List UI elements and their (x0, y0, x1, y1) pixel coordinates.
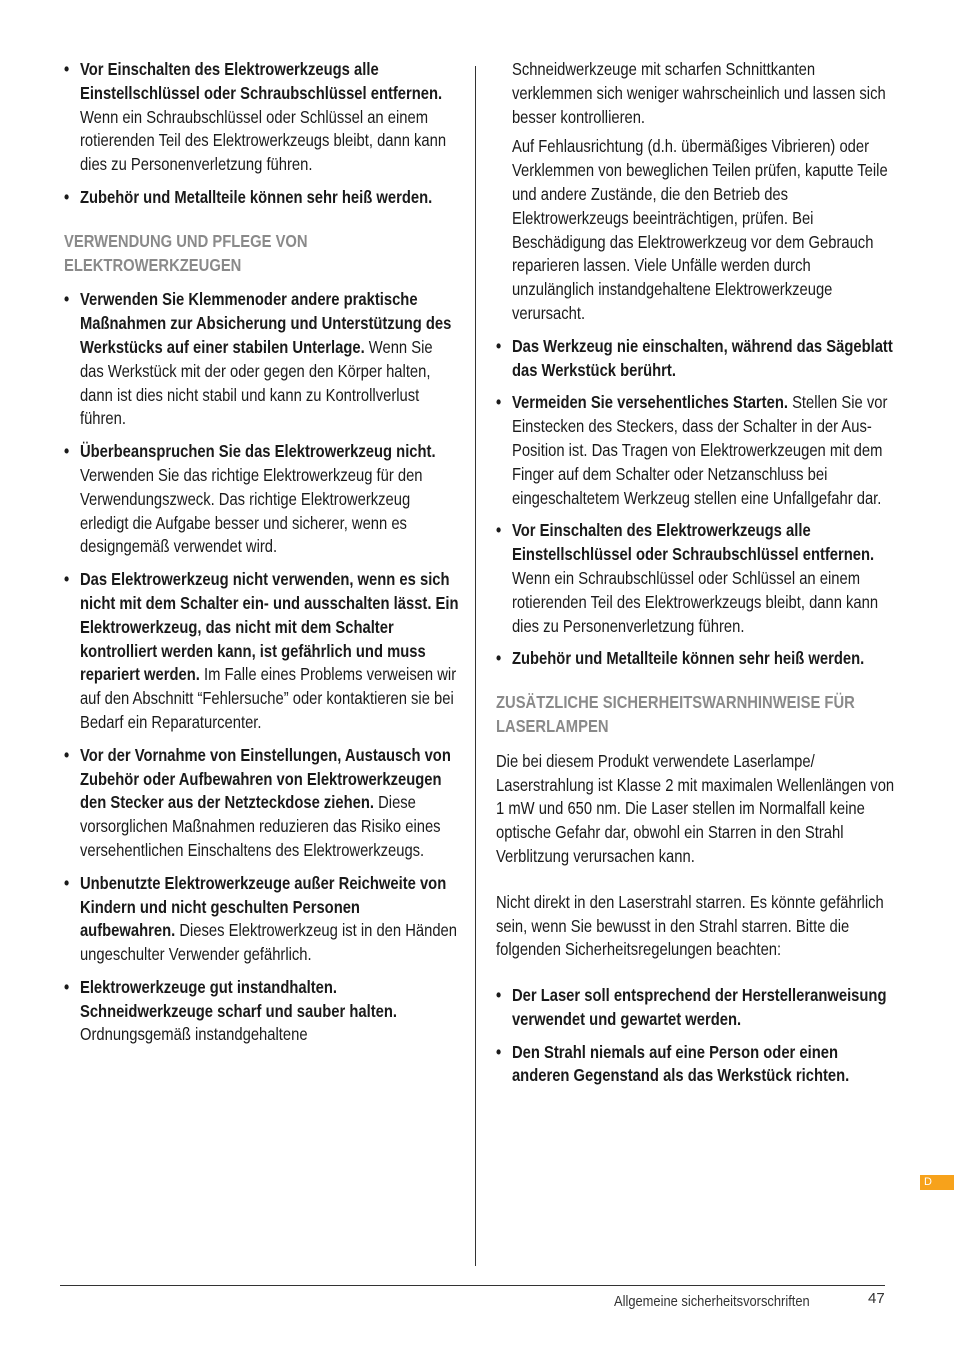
list-item: • Verwenden Sie Klemmenoder andere praktische Maßnahmen zur Absicherung und Unterstützung des Werkstücks auf einer stabilen Unterlage. Wenn Sie das Werkstück mit der oder gegen den Körper halten, dann ist dies nicht stabil und kann zu Kontrollverlust führen. (64, 289, 452, 429)
footer-rule (60, 1285, 885, 1286)
list-item: • Vor Einschalten des Elektrowerkzeugs alle Einstellschlüssel oder Schraubschlüssel entfernen. Wenn ein Schraubschlüssel oder Schlüssel an einem rotierenden Teil des Elektrowerkzeugs bleibt, dann kann dies zu Personenverletzung führen. (64, 59, 447, 175)
section-heading: ZUSÄTZLICHE SICHERHEITSWARNHINWEISE FÜR LASERLAMPEN (496, 692, 855, 736)
list-item: • Das Elektrowerkzeug nicht verwenden, wenn es sich nicht mit dem Schalter ein- und ausschalten lässt. Ein Elektrowerkzeug, das nicht mit dem Schalter kontrolliert werden kann, ist gefährlich und muss repariert werden. Im Falle eines Problems verweisen wir auf den Abschnitt “Fehlersuche” oder kontaktieren sie bei Bedarf ein Reparaturcenter. (64, 569, 459, 732)
list-item: • Unbenutzte Elektrowerkzeuge außer Reichweite von Kindern und nicht geschulten Personen aufbewahren. Dieses Elektrowerkzeug ist in den Händen ungeschulter Verwender gefährlich. (64, 872, 457, 965)
list-item: • Überbeanspruchen Sie das Elektrowerkzeug nicht. Verwenden Sie das richtige Elektrowerkzeug für den Verwendungszweck. Das richtige Elektrowerkzeug erledigt die Aufgabe besser und sicherer, wenn es designgemäß verwendet wird. (64, 441, 436, 557)
language-tab-marker: D (920, 1175, 954, 1190)
list-item: • Zubehör und Metallteile können sehr heiß werden. (496, 648, 865, 669)
page-number: 47 (868, 1290, 885, 1307)
continuation-paragraph: Auf Fehlausrichtung (d.h. übermäßiges Vibrieren) oder Verklemmen von beweglichen Teilen prüfen, kaputte Teile und andere Zustände, die den Betrieb des Elektrowerkzeugs beeinträchtigen, prüfen. Bei Beschädigung das Elektrowerkzeug vor dem Gebrauch reparieren lassen. Viele Unfälle werden durch unzulänglich instandgehaltene Elektrowerkzeuge verursacht. (511, 136, 888, 323)
footer-section-title: Allgemeine sicherheitsvorschriften (614, 1293, 810, 1310)
list-item: • Vor der Vornahme von Einstellungen, Austausch von Zubehör oder Aufbewahren von Elektrowerkzeugen den Stecker aus der Netzteckdose ziehen. Diese vorsorglichen Maßnahmen reduzieren das Risiko eines versehentlichen Einschaltens des Elektrowerkzeugs. (64, 744, 451, 860)
continuation-paragraph: Schneidwerkzeuge mit scharfen Schnittkanten verklemmen sich weniger wahrscheinlich und lassen sich besser kontrollieren. (511, 59, 886, 127)
list-item: • Elektrowerkzeuge gut instandhalten. Schneidwerkzeuge scharf und sauber halten. Ordnungsgemäß instandgehaltene (64, 976, 397, 1045)
list-item: • Vermeiden Sie versehentliches Starten. Stellen Sie vor Einstecken des Steckers, dass der Schalter in der Aus-Position ist. Das Tragen von Elektrowerkzeugen mit dem Finger auf dem Schalter oder Netzanschluss bei eingeschaltetem Werkzeug stellen eine Unfallgefahr dar. (496, 392, 888, 508)
list-item: • Das Werkzeug nie einschalten, während das Sägeblatt das Werkstück berührt. (496, 335, 893, 380)
list-item: • Den Strahl niemals auf eine Person oder einen anderen Gegenstand als das Werkstück richten. (496, 1041, 850, 1086)
section-heading: VERWENDUNG UND PFLEGE VON ELEKTROWERKZEUGEN (64, 230, 308, 275)
paragraph: Nicht direkt in den Laserstrahl starren. Es könnte gefährlich sein, wenn Sie bewusst in den Strahl starren. Bitte die folgenden Sicherheitsregelungen beachten: (496, 891, 884, 960)
list-item: • Vor Einschalten des Elektrowerkzeugs alle Einstellschlüssel oder Schraubschlüssel entfernen. Wenn ein Schraubschlüssel oder Schlüssel an einem rotierenden Teil des Elektrowerkzeugs bleibt, dann kann dies zu Personenverletzung führen. (496, 520, 879, 636)
column-divider (475, 66, 476, 1266)
paragraph: Die bei diesem Produkt verwendete Laserlampe/ Laserstrahlung ist Klasse 2 mit maximalen Wellenlängen von 1 mW und 650 nm. Die Laser stellen im Normalfall keine optische Gefahr dar, obwohl ein Starren in den Strahl Verblitzung verursachen kann. (496, 750, 895, 866)
left-column (64, 58, 459, 1056)
list-item: • Der Laser soll entsprechend der Herstelleranweisung verwendet und gewartet werden. (496, 985, 887, 1029)
list-item: • Zubehör und Metallteile können sehr heiß werden. (64, 186, 433, 207)
right-column (496, 58, 896, 1097)
